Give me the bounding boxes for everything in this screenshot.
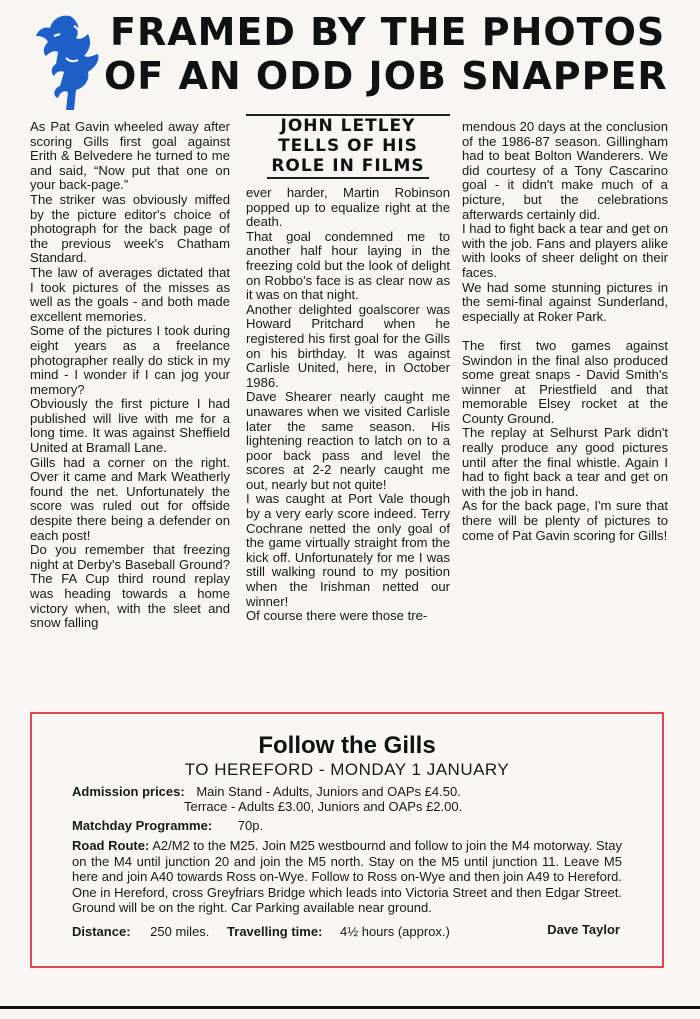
article-column-3 <box>462 120 668 543</box>
paragraph: The replay at Selhurst Park didn't really produce any good pictures until after the final whistle. Again I had to fight back a tear and get on with the job in hand. <box>462 425 668 499</box>
article-column-2 <box>246 186 450 624</box>
paragraph: The law of averages dictated that I took pictures of the misses as well as the goals - and both made excellent memories. <box>30 264 230 324</box>
admission-terrace: Terrace - Adults £3.00, Juniors and OAPs £2.00. <box>184 799 463 814</box>
paragraph: The first two games against Swindon in the final also produced some great snaps - David Smith's winner at Priestfield and that memorable Elsey rocket at the County Ground. <box>462 337 668 426</box>
byline-line-3: ROLE IN FILMS <box>267 156 428 179</box>
byline-box <box>246 114 450 184</box>
author-name: Dave Taylor <box>547 922 620 937</box>
distance-label: Distance: <box>72 924 131 939</box>
distance-line <box>72 924 450 939</box>
paragraph: Dave Shearer nearly caught me unawares when we visited Carlisle later the same season. His lightening reaction to latch on to a poor back pass and level the scores at 2-2 nearly caught me out, nearly but not quite! <box>246 389 450 492</box>
byline-line-2: TELLS OF HIS <box>278 136 418 156</box>
paragraph: Another delighted goalscorer was Howard Pritchard when he registered his first goal for the Gills on his birthday. It was against Carlisle United, here, in October 1986. <box>246 301 450 390</box>
headline-line-1: FRAMED BY THE PHOTOS <box>110 10 666 54</box>
paragraph: Some of the pictures I took during eight years as a freelance photographer really do stick in my mind - I wonder if I can jog your memory? <box>30 323 230 397</box>
author-credit <box>547 922 620 937</box>
paragraph: That goal condemned me to another half hour laying in the freezing cold but the look of delight on Robbo's face is as clear now as it was on that night. <box>246 228 450 303</box>
route-label: Road Route: <box>72 838 150 853</box>
paragraph: Of course there were those tre- <box>246 608 428 624</box>
paragraph: As for the back page, I'm sure that there will be plenty of pictures to come of Pat Gavin scoring for Gills! <box>462 498 668 543</box>
paragraph-spacer <box>462 324 668 339</box>
programme-label: Matchday Programme: <box>72 818 213 833</box>
paragraph: As Pat Gavin wheeled away after scoring Gills first goal against Erith & Belvedere he turned to me and said, “Now put that one on your back-page.” <box>30 119 230 193</box>
travel-label: Travelling time: <box>227 924 323 939</box>
fixture-title: Follow the Gills <box>258 732 436 759</box>
fixture-subtitle: TO HEREFORD - MONDAY 1 JANUARY <box>184 760 510 779</box>
fixture-info-box <box>30 712 664 968</box>
paragraph: ever harder, Martin Robinson popped up to equalize right at the death. <box>246 185 450 230</box>
paragraph: The striker was obviously miffed by the picture editor's choice of photograph for the back page of the previous week's Chatham Standard. <box>30 191 230 266</box>
paragraph: Gills had a corner on the right. Over it came and Mark Weatherly found the net. Unfortunately the score was ruled out for offside despite there being a defender on each post! <box>30 454 230 543</box>
paragraph: We had some stunning pictures in the semi-final against Sunderland, especially at Roker Park. <box>462 279 668 324</box>
programme-value: 70p. <box>237 818 264 833</box>
distance-value: 250 miles. <box>150 924 210 939</box>
road-route <box>72 838 622 916</box>
travel-value: 4½ hours (approx.) <box>340 924 450 939</box>
programme-line <box>72 818 263 833</box>
article-column-1 <box>30 120 230 631</box>
bottom-rule <box>0 1006 700 1009</box>
admission-line <box>72 784 461 799</box>
byline-line-1: JOHN LETLEY <box>280 116 416 136</box>
paragraph: I had to fight back a tear and get on with the job. Fans and players alike with looks of sheer delight on their faces. <box>462 221 669 280</box>
gills-horse-logo <box>30 6 110 116</box>
paragraph: I was caught at Port Vale though by a very early score indeed. Terry Cochrane netted the only goal of the game virtually straight from the kick off. Unfortunately for me I was still walking round to my position when the Irishman netted our winner! <box>246 491 450 609</box>
paragraph: Obviously the first picture I had published will live with me for a long time. It was against Sheffield United at Bramall Lane. <box>30 396 230 456</box>
admission-label: Admission prices: <box>72 784 185 799</box>
admission-main: Main Stand - Adults, Juniors and OAPs £4.50. <box>196 784 461 799</box>
headline-line-2: OF AN ODD JOB SNAPPER <box>104 54 668 98</box>
paragraph: mendous 20 days at the conclusion of the 1986-87 season. Gillingham had to beat Bolton Wanderers. We did courtesy of a Tony Cascarino goal - it didn't make much of a picture, but the celebrations afterwards certainly did. <box>462 119 668 222</box>
route-text: A2/M2 to the M25. Join M25 westbournd and follow to join the M4 motorway. Stay on the M4 until junction 20 and join the M5 north. Stay on the M5 until junction 11. Leave M5 here and join A40 towards Ross on-Wye. Follow to Ross on-Wye and then join A49 to Hereford. One in Hereford, cross Greyfriars Bridge which leads into Victoria Street and then Edgar Street. Ground will be on the right. Car Parking available near ground. <box>72 838 622 916</box>
paragraph: Do you remember that freezing night at Derby's Baseball Ground? The FA Cup third round replay was heading towards a home victory when, with the sleet and snow falling <box>30 542 230 631</box>
